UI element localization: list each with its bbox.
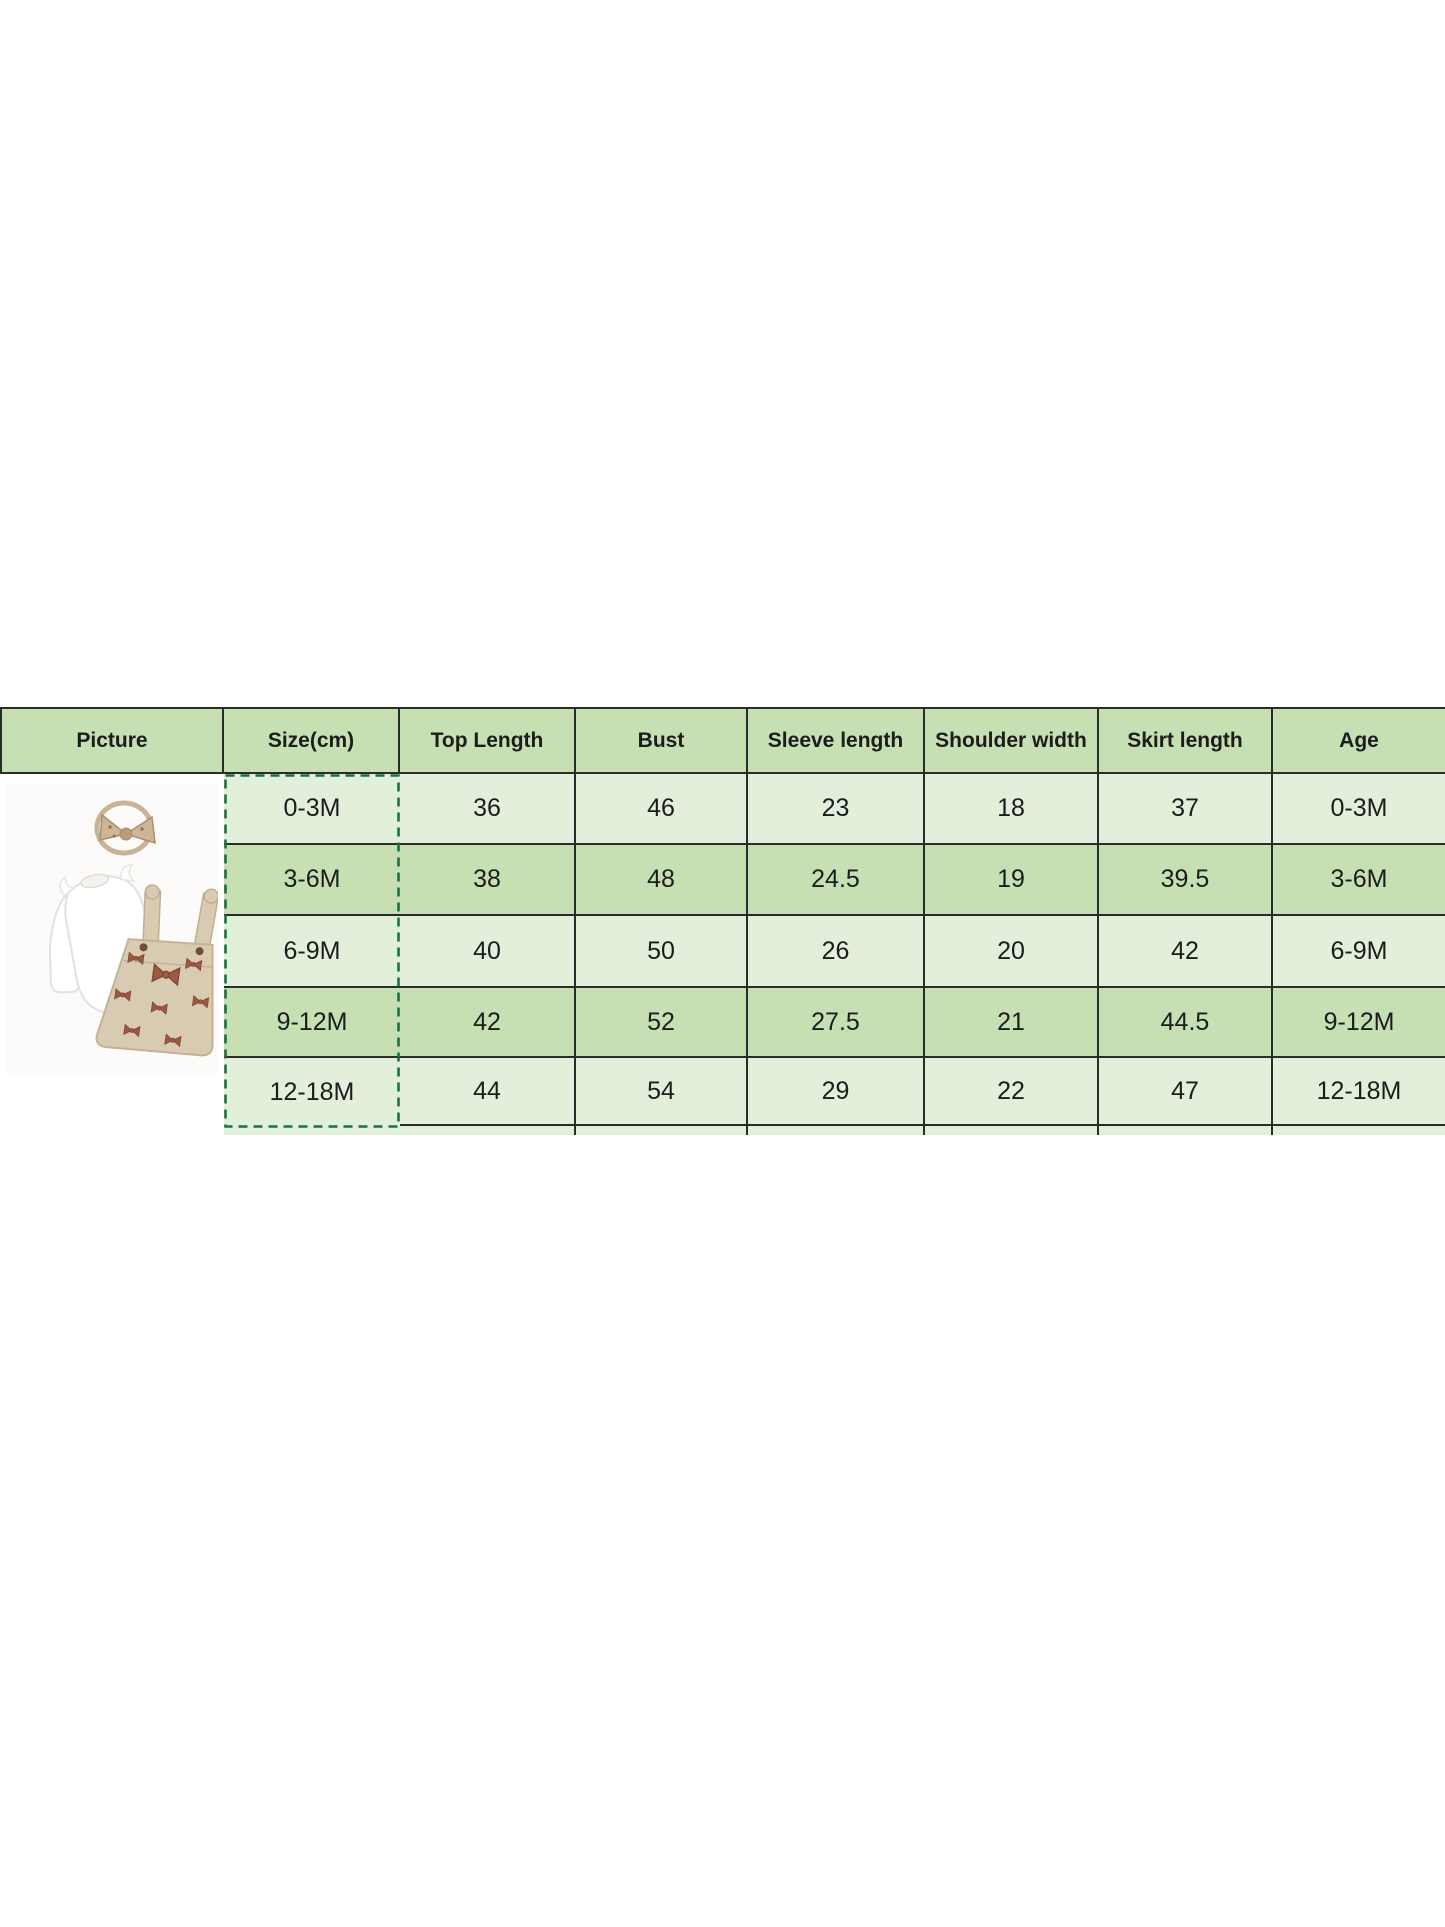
header-sleeve-length: Sleeve length	[748, 707, 925, 774]
cell-age-0: 0-3M	[1273, 774, 1445, 845]
header-age: Age	[1273, 707, 1445, 774]
cropped-row-sliver	[1099, 1126, 1273, 1135]
cell-top-1: 38	[400, 845, 576, 916]
cell-size-4: 12-18M	[224, 1058, 400, 1126]
cell-shoulder-1: 19	[925, 845, 1099, 916]
cell-top-3: 42	[400, 988, 576, 1058]
cell-sleeve-3: 27.5	[748, 988, 925, 1058]
cell-age-1: 3-6M	[1273, 845, 1445, 916]
cell-shoulder-4: 22	[925, 1058, 1099, 1126]
cell-top-0: 36	[400, 774, 576, 845]
cell-bust-3: 52	[576, 988, 748, 1058]
cell-shoulder-2: 20	[925, 916, 1099, 988]
cropped-row-sliver	[1273, 1126, 1445, 1135]
cell-sleeve-1: 24.5	[748, 845, 925, 916]
header-size: Size(cm)	[224, 707, 400, 774]
cell-top-4: 44	[400, 1058, 576, 1126]
product-photo	[6, 784, 218, 1076]
cell-bust-0: 46	[576, 774, 748, 845]
cell-top-2: 40	[400, 916, 576, 988]
cropped-row-sliver	[400, 1126, 576, 1135]
cell-shoulder-3: 21	[925, 988, 1099, 1058]
cell-shoulder-0: 18	[925, 774, 1099, 845]
header-skirt-length: Skirt length	[1099, 707, 1273, 774]
size-chart-table	[0, 707, 1445, 1135]
cell-bust-1: 48	[576, 845, 748, 916]
cell-size-3: 9-12M	[224, 988, 400, 1058]
cropped-row-sliver	[925, 1126, 1099, 1135]
header-shoulder-width: Shoulder width	[925, 707, 1099, 774]
cell-age-4: 12-18M	[1273, 1058, 1445, 1126]
cell-sleeve-2: 26	[748, 916, 925, 988]
cell-skirt-0: 37	[1099, 774, 1273, 845]
cell-size-2: 6-9M	[224, 916, 400, 988]
header-top-length: Top Length	[400, 707, 576, 774]
cell-sleeve-0: 23	[748, 774, 925, 845]
cell-skirt-3: 44.5	[1099, 988, 1273, 1058]
cell-sleeve-4: 29	[748, 1058, 925, 1126]
cell-size-0: 0-3M	[224, 774, 400, 845]
cropped-row-sliver	[224, 1126, 400, 1135]
cell-skirt-4: 47	[1099, 1058, 1273, 1126]
cell-age-2: 6-9M	[1273, 916, 1445, 988]
product-photo-cell	[0, 774, 224, 1135]
header-picture: Picture	[0, 707, 224, 774]
cropped-row-sliver	[748, 1126, 925, 1135]
cell-skirt-1: 39.5	[1099, 845, 1273, 916]
cropped-row-sliver	[576, 1126, 748, 1135]
cell-bust-2: 50	[576, 916, 748, 988]
cell-age-3: 9-12M	[1273, 988, 1445, 1058]
cell-skirt-2: 42	[1099, 916, 1273, 988]
header-bust: Bust	[576, 707, 748, 774]
cell-size-1: 3-6M	[224, 845, 400, 916]
cell-bust-4: 54	[576, 1058, 748, 1126]
